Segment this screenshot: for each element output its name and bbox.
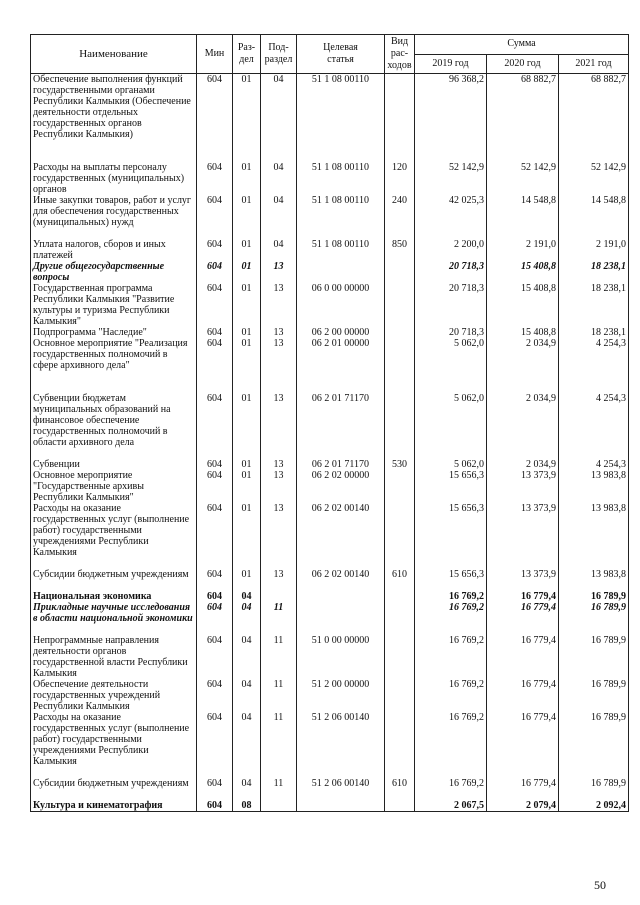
header-min: Мин xyxy=(197,35,233,74)
cell-min: 604 xyxy=(197,283,233,327)
table-row xyxy=(31,778,629,800)
cell-y2021: 16 789,9 xyxy=(559,635,629,679)
cell-podrazdel: 13 xyxy=(261,327,297,338)
cell-podrazdel: 13 xyxy=(261,470,297,503)
cell-y2020: 16 779,4 xyxy=(487,602,559,635)
cell-target: 51 0 00 00000 xyxy=(297,635,385,679)
cell-razdel: 04 xyxy=(233,679,261,712)
cell-podrazdel: 11 xyxy=(261,602,297,635)
cell-podrazdel: 13 xyxy=(261,459,297,470)
cell-y2021: 13 983,8 xyxy=(559,569,629,591)
cell-min: 604 xyxy=(197,261,233,283)
cell-y2019: 5 062,0 xyxy=(415,393,487,459)
cell-y2019: 2 200,0 xyxy=(415,239,487,261)
cell-y2021: 4 254,3 xyxy=(559,393,629,459)
cell-y2021: 14 548,8 xyxy=(559,195,629,239)
cell-y2020: 16 779,4 xyxy=(487,635,559,679)
cell-podrazdel: 13 xyxy=(261,503,297,569)
cell-y2020: 16 779,4 xyxy=(487,712,559,778)
cell-podrazdel: 13 xyxy=(261,338,297,393)
cell-vid xyxy=(385,74,415,162)
table-body xyxy=(31,74,629,812)
cell-vid xyxy=(385,800,415,812)
cell-y2019: 96 368,2 xyxy=(415,74,487,162)
cell-min: 604 xyxy=(197,778,233,800)
cell-vid xyxy=(385,635,415,679)
cell-y2021: 18 238,1 xyxy=(559,327,629,338)
cell-vid xyxy=(385,261,415,283)
cell-vid xyxy=(385,283,415,327)
cell-y2020: 13 373,9 xyxy=(487,503,559,569)
cell-min: 604 xyxy=(197,712,233,778)
header-2019: 2019 год xyxy=(415,54,487,74)
cell-y2020: 15 408,8 xyxy=(487,327,559,338)
table-row xyxy=(31,679,629,712)
cell-razdel: 01 xyxy=(233,393,261,459)
cell-y2021: 16 789,9 xyxy=(559,602,629,635)
cell-target: 51 1 08 00110 xyxy=(297,239,385,261)
table-row xyxy=(31,327,629,338)
cell-target: 06 2 01 00000 xyxy=(297,338,385,393)
cell-y2021: 2 092,4 xyxy=(559,800,629,812)
cell-target: 51 2 06 00140 xyxy=(297,712,385,778)
cell-y2020: 15 408,8 xyxy=(487,283,559,327)
cell-vid xyxy=(385,591,415,602)
table-row xyxy=(31,239,629,261)
cell-podrazdel: 13 xyxy=(261,261,297,283)
cell-target: 06 2 02 00140 xyxy=(297,503,385,569)
cell-name: Прикладные научные исследования в области национальной экономики xyxy=(31,602,197,635)
table-row xyxy=(31,635,629,679)
cell-vid: 850 xyxy=(385,239,415,261)
cell-podrazdel: 13 xyxy=(261,393,297,459)
cell-y2019: 2 067,5 xyxy=(415,800,487,812)
table-row xyxy=(31,393,629,459)
cell-razdel: 04 xyxy=(233,635,261,679)
cell-name: Непрограммные направления деятельности органов государственной власти Республики Калмыкия xyxy=(31,635,197,679)
cell-razdel: 01 xyxy=(233,327,261,338)
cell-name: Субсидии бюджетным учреждениям xyxy=(31,778,197,800)
cell-vid xyxy=(385,470,415,503)
cell-y2021: 16 789,9 xyxy=(559,591,629,602)
cell-target: 06 2 02 00140 xyxy=(297,569,385,591)
cell-y2021: 13 983,8 xyxy=(559,470,629,503)
cell-y2021: 2 191,0 xyxy=(559,239,629,261)
cell-razdel: 01 xyxy=(233,261,261,283)
cell-name: Уплата налогов, сборов и иных платежей xyxy=(31,239,197,261)
cell-y2019: 20 718,3 xyxy=(415,261,487,283)
cell-target: 51 1 08 00110 xyxy=(297,162,385,195)
header-name: Наименование xyxy=(31,35,197,74)
cell-y2020: 16 779,4 xyxy=(487,591,559,602)
cell-y2019: 20 718,3 xyxy=(415,283,487,327)
cell-razdel: 01 xyxy=(233,195,261,239)
cell-y2019: 52 142,9 xyxy=(415,162,487,195)
cell-target: 06 2 01 71170 xyxy=(297,459,385,470)
page-number: 50 xyxy=(594,878,606,892)
cell-podrazdel: 04 xyxy=(261,195,297,239)
table-row xyxy=(31,283,629,327)
cell-name: Подпрограмма "Наследие" xyxy=(31,327,197,338)
cell-target xyxy=(297,602,385,635)
cell-target xyxy=(297,800,385,812)
cell-y2021: 16 789,9 xyxy=(559,778,629,800)
cell-y2020: 14 548,8 xyxy=(487,195,559,239)
table-header xyxy=(31,35,629,74)
cell-razdel: 04 xyxy=(233,778,261,800)
cell-podrazdel xyxy=(261,800,297,812)
cell-min: 604 xyxy=(197,591,233,602)
cell-razdel: 01 xyxy=(233,162,261,195)
table-row xyxy=(31,470,629,503)
table-row xyxy=(31,800,629,812)
cell-y2021: 4 254,3 xyxy=(559,459,629,470)
cell-vid: 610 xyxy=(385,569,415,591)
cell-vid xyxy=(385,602,415,635)
cell-y2020: 2 034,9 xyxy=(487,393,559,459)
cell-name: Другие общегосударственные вопросы xyxy=(31,261,197,283)
table-row xyxy=(31,503,629,569)
table-row xyxy=(31,712,629,778)
cell-y2020: 2 079,4 xyxy=(487,800,559,812)
cell-y2019: 5 062,0 xyxy=(415,338,487,393)
cell-y2020: 16 779,4 xyxy=(487,679,559,712)
cell-y2020: 13 373,9 xyxy=(487,470,559,503)
cell-vid: 610 xyxy=(385,778,415,800)
cell-y2021: 4 254,3 xyxy=(559,338,629,393)
cell-podrazdel xyxy=(261,591,297,602)
cell-name: Обеспечение выполнения функций государственными органами Республики Калмыкия (Обеспечение деятельности отдельных государственных органов Республики Калмыкия) xyxy=(31,74,197,162)
cell-vid: 120 xyxy=(385,162,415,195)
cell-name: Основное мероприятие "Государственные архивы Республики Калмыкия" xyxy=(31,470,197,503)
cell-y2021: 16 789,9 xyxy=(559,712,629,778)
cell-min: 604 xyxy=(197,503,233,569)
cell-name: Расходы на выплаты персоналу государственных (муниципальных) органов xyxy=(31,162,197,195)
cell-razdel: 08 xyxy=(233,800,261,812)
cell-y2021: 68 882,7 xyxy=(559,74,629,162)
cell-y2019: 15 656,3 xyxy=(415,569,487,591)
cell-podrazdel: 13 xyxy=(261,569,297,591)
table-row xyxy=(31,338,629,393)
cell-name: Культура и кинематография xyxy=(31,800,197,812)
cell-razdel: 04 xyxy=(233,602,261,635)
cell-y2019: 42 025,3 xyxy=(415,195,487,239)
cell-razdel: 01 xyxy=(233,338,261,393)
cell-y2021: 18 238,1 xyxy=(559,283,629,327)
cell-y2019: 16 769,2 xyxy=(415,635,487,679)
cell-y2019: 15 656,3 xyxy=(415,470,487,503)
cell-razdel: 01 xyxy=(233,503,261,569)
cell-vid: 530 xyxy=(385,459,415,470)
cell-y2021: 18 238,1 xyxy=(559,261,629,283)
table-row xyxy=(31,459,629,470)
cell-name: Государственная программа Республики Калмыкия "Развитие культуры и туризма Республики Калмыкия" xyxy=(31,283,197,327)
header-summa: Сумма xyxy=(415,35,629,55)
cell-name: Субвенции бюджетам муниципальных образований на финансовое обеспечение государственных полномочий в области архивного дела xyxy=(31,393,197,459)
cell-vid xyxy=(385,327,415,338)
cell-target: 51 2 00 00000 xyxy=(297,679,385,712)
budget-table xyxy=(30,34,629,812)
table-row xyxy=(31,602,629,635)
cell-y2020: 15 408,8 xyxy=(487,261,559,283)
cell-name: Иные закупки товаров, работ и услуг для обеспечения государственных (муниципальных) нужд xyxy=(31,195,197,239)
cell-y2021: 13 983,8 xyxy=(559,503,629,569)
table-row xyxy=(31,591,629,602)
cell-target: 06 2 01 71170 xyxy=(297,393,385,459)
cell-min: 604 xyxy=(197,239,233,261)
cell-podrazdel: 11 xyxy=(261,712,297,778)
cell-y2021: 52 142,9 xyxy=(559,162,629,195)
cell-y2020: 52 142,9 xyxy=(487,162,559,195)
table-row xyxy=(31,195,629,239)
cell-razdel: 04 xyxy=(233,712,261,778)
cell-razdel: 01 xyxy=(233,470,261,503)
header-razdel: Раз- дел xyxy=(233,35,261,74)
cell-razdel: 01 xyxy=(233,569,261,591)
cell-y2020: 68 882,7 xyxy=(487,74,559,162)
cell-podrazdel: 11 xyxy=(261,778,297,800)
cell-min: 604 xyxy=(197,162,233,195)
cell-name: Расходы на оказание государственных услуг (выполнение работ) государственными учреждениями Республики Калмыкия xyxy=(31,503,197,569)
cell-podrazdel: 04 xyxy=(261,239,297,261)
cell-y2019: 16 769,2 xyxy=(415,591,487,602)
cell-target xyxy=(297,261,385,283)
cell-min: 604 xyxy=(197,338,233,393)
cell-y2019: 16 769,2 xyxy=(415,778,487,800)
table-row xyxy=(31,74,629,162)
cell-min: 604 xyxy=(197,470,233,503)
cell-target: 06 2 00 00000 xyxy=(297,327,385,338)
cell-podrazdel: 11 xyxy=(261,635,297,679)
cell-podrazdel: 04 xyxy=(261,74,297,162)
cell-razdel: 01 xyxy=(233,459,261,470)
cell-name: Национальная экономика xyxy=(31,591,197,602)
cell-name: Основное мероприятие "Реализация государственных полномочий в сфере архивного дела" xyxy=(31,338,197,393)
cell-y2020: 16 779,4 xyxy=(487,778,559,800)
cell-min: 604 xyxy=(197,602,233,635)
cell-y2020: 2 034,9 xyxy=(487,459,559,470)
cell-y2019: 5 062,0 xyxy=(415,459,487,470)
header-2020: 2020 год xyxy=(487,54,559,74)
cell-target: 51 2 06 00140 xyxy=(297,778,385,800)
cell-name: Расходы на оказание государственных услуг (выполнение работ) государственными учреждениями Республики Калмыкия xyxy=(31,712,197,778)
cell-razdel: 04 xyxy=(233,591,261,602)
cell-vid xyxy=(385,712,415,778)
cell-vid xyxy=(385,393,415,459)
header-2021: 2021 год xyxy=(559,54,629,74)
header-vid: Вид рас- ходов xyxy=(385,35,415,74)
cell-vid xyxy=(385,503,415,569)
cell-min: 604 xyxy=(197,195,233,239)
cell-razdel: 01 xyxy=(233,239,261,261)
cell-podrazdel: 13 xyxy=(261,283,297,327)
cell-name: Обеспечение деятельности государственных учреждений Республики Калмыкия xyxy=(31,679,197,712)
cell-min: 604 xyxy=(197,800,233,812)
cell-min: 604 xyxy=(197,393,233,459)
cell-y2019: 16 769,2 xyxy=(415,679,487,712)
header-target: Целевая статья xyxy=(297,35,385,74)
cell-name: Субсидии бюджетным учреждениям xyxy=(31,569,197,591)
table-row xyxy=(31,261,629,283)
cell-vid xyxy=(385,679,415,712)
cell-vid xyxy=(385,338,415,393)
cell-podrazdel: 11 xyxy=(261,679,297,712)
cell-y2019: 16 769,2 xyxy=(415,602,487,635)
cell-min: 604 xyxy=(197,679,233,712)
cell-y2020: 2 034,9 xyxy=(487,338,559,393)
cell-min: 604 xyxy=(197,327,233,338)
cell-target: 06 2 02 00000 xyxy=(297,470,385,503)
cell-razdel: 01 xyxy=(233,74,261,162)
cell-vid: 240 xyxy=(385,195,415,239)
cell-y2019: 15 656,3 xyxy=(415,503,487,569)
cell-target xyxy=(297,591,385,602)
cell-razdel: 01 xyxy=(233,283,261,327)
cell-min: 604 xyxy=(197,74,233,162)
cell-target: 06 0 00 00000 xyxy=(297,283,385,327)
cell-y2021: 16 789,9 xyxy=(559,679,629,712)
cell-y2019: 16 769,2 xyxy=(415,712,487,778)
cell-min: 604 xyxy=(197,569,233,591)
cell-target: 51 1 08 00110 xyxy=(297,195,385,239)
cell-y2020: 13 373,9 xyxy=(487,569,559,591)
cell-podrazdel: 04 xyxy=(261,162,297,195)
cell-y2020: 2 191,0 xyxy=(487,239,559,261)
table-row xyxy=(31,569,629,591)
table-row xyxy=(31,162,629,195)
cell-min: 604 xyxy=(197,635,233,679)
header-podrazdel: Под- раздел xyxy=(261,35,297,74)
cell-y2019: 20 718,3 xyxy=(415,327,487,338)
cell-min: 604 xyxy=(197,459,233,470)
cell-target: 51 1 08 00110 xyxy=(297,74,385,162)
cell-name: Субвенции xyxy=(31,459,197,470)
